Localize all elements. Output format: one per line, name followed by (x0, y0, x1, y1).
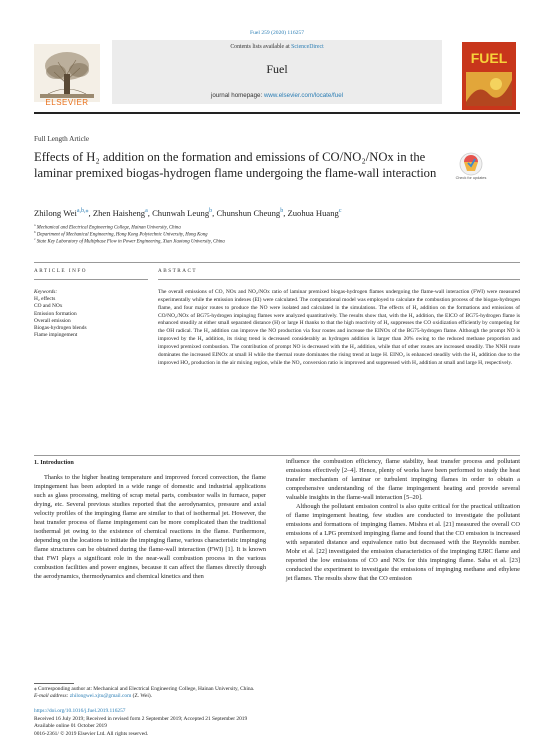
keyword: H₂ effects (34, 296, 56, 303)
author-list: Zhilong Wei$^{a,b,⁎}$, Zhen Haisheng$^a$, Chunwah Leung$^b$, Chunshun Cheung$^b$, Zuohua Huang$^c$ (34, 208, 342, 218)
footnote (34, 686, 434, 701)
email-line: E-mail address: zhilongwei.xjtu@gmail.com (Z. Wei). (34, 693, 153, 700)
keyword: Emission formation (34, 310, 77, 317)
keyword: Overall emission (34, 317, 71, 324)
affiliation: $^c$ State Key Laboratory of Multiphase Flow in Power Engineering, Xian Jiaotong University, China (34, 236, 225, 245)
journal-homepage (112, 92, 442, 99)
copyright: 0016-2361/ © 2019 Elsevier Ltd. All rights reserved. (34, 730, 149, 737)
journal-reference[interactable]: Fuel 259 (2020) 116257 (249, 30, 305, 36)
divider (34, 262, 520, 263)
homepage-link[interactable]: www.elsevier.com/locate/fuel (263, 92, 344, 99)
keywords-label: Keywords: (34, 289, 58, 295)
check-for-updates-label: Check for updates (455, 176, 487, 180)
divider (34, 279, 148, 280)
author[interactable]: Chunwah Leung$^b$ (152, 208, 213, 218)
keywords-block (34, 289, 148, 339)
elsevier-tree-logo (34, 44, 100, 102)
footnote-rule (34, 683, 74, 684)
author[interactable]: Zhen Haisheng$^a$ (92, 208, 148, 218)
cover-title: FUEL (470, 50, 508, 66)
affiliation: $^b$ Department of Mechanical Engineering, Hong Kong Polytechnic University, Hong Kong (34, 229, 208, 238)
contents-line (112, 44, 442, 50)
abstract-heading: ABSTRACT (158, 268, 198, 274)
paragraph: Thanks to the higher heating temperature and improved forced convection, the flame impingement has been adopted in a wide range of domestic and industrial applications such as glass processing, melting of scrap metal parts, combustor walls in furnace, paper drying, etc. Several previous studies reported that the aerodynamics, pressure and axial velocity profiles of the impinging flame are similar to that of isothermal jet. However, the heat transfer process of flame impingement can be more complicated than the traditional isothermal jet owing to the existence of chemical reactions in the flame. Furthermore, depending on the locations to initiate the impinging flame, various characteristic impinging flame structures can be obtained during the flame-wall interaction (FWI) [1]. It is known that FWI plays a significant role in the near-wall combustion process in the various combustion facilities and power engines, because it can affect the flames directly through the aerodynamics, thermodynamics and chemical kinetics and then (34, 474, 266, 580)
author[interactable]: Chunshun Cheung$^b$ (216, 208, 284, 218)
corresponding-author-note: ⁎ Corresponding author at: Mechanical and Electrical Engineering College, Hainan University, China. (34, 686, 255, 692)
journal-cover-image (462, 42, 516, 110)
publication-info (34, 708, 434, 738)
paragraph: Although the pollutant emission control is also quite critical for the practical utilization of flame impingement heating, few studies are conducted to investigate the pollutant emissions and formations of impinging flames. Mishra et al. [21] measured the overall CO emissions of a LPG premixed impinging flame and found that the CO emission is increased with separated distance and equivalence ratio but decreased with the Reynolds number. Mohr et al. [22] investigated the emission characteristics of the impinging EJRC flame and reported the low emissions of CO and NOx for this impinging flame. Saha et al. [23] conducted the experiment to investigate the emissions of impinging methane and ethylene jet flames. The results show that the CO emission (286, 503, 520, 582)
contents-prefix: Contents lists available at (230, 44, 292, 50)
available-online: Available online 01 October 2019 (34, 723, 107, 730)
doi-link[interactable]: https://doi.org/10.1016/j.fuel.2019.116257 (34, 708, 126, 714)
header-rule (34, 112, 520, 114)
check-for-updates-icon[interactable] (459, 152, 483, 176)
journal-header (112, 40, 442, 104)
divider (158, 279, 520, 280)
email-link[interactable]: zhilongwei.xjtu@gmail.com (69, 693, 132, 700)
keyword: CO and NOx (34, 303, 63, 310)
sciencedirect-link[interactable]: ScienceDirect (291, 44, 324, 50)
homepage-prefix: journal homepage: (210, 92, 264, 99)
article-info-heading: ARTICLE INFO (34, 268, 87, 274)
section-heading: 1. Introduction (34, 459, 74, 466)
keyword: Biogas-hydrogen blends (34, 325, 87, 332)
paragraph: influence the combustion efficiency, flame stability, heat transfer process and pollutant emissions effectively [2–4]. Hence, plenty of works have been performed to study the heat transfer mechanism of laminar or turbulent impinging flames in order to obtain a comprehensive understanding of the flame impingement heating and provide several valuable insights in the flame-wall interaction [5–20]. (286, 458, 520, 501)
keyword: Flame impingement (34, 332, 78, 339)
elsevier-wordmark: ELSEVIER (45, 98, 89, 107)
body-column-right (286, 457, 520, 583)
affiliations (34, 225, 225, 245)
body-column-left (34, 455, 266, 581)
received-dates: Received 16 July 2019; Received in revised form 2 September 2019; Accepted 21 September 2019 (34, 715, 248, 722)
abstract-text: The overall emissions of CO, NOx and NO₂/NOx ratio of laminar premixed biogas-hydrogen flames undergoing the flame-wall interaction (FWI) were measured experimentally while the emission indexes (EI) were calculated. The computational model was employed to calculate the combustion process of the biogas-hydrogen flame, and four major routes to produce the NO were isolated and calculated in the simulations. The effects of H₂ addition on the formations and emissions of CO/NO₂/NOx of BG75-hydrogen impinging flames were analyzed quantitatively. The results show that, with the H₂ addition, the EICO of BG75-hydrogen flame is enhanced steadily at either small separated distance (H) or large H thanks to that the high reactivity of H₂ suppresses the CO oxidization efficiently by competing for the OH radical. The H₂ addition can improve the NO production via four routes and increase the EINOx of the BG75-hydrogen flame. Although the prompt NO is improved by the H₂ addition, its rising trend is decreased considerably as hydrogen addition is larger than 20% owing to the reduced methane proportion and improved premixed combustion. The contribution of prompt NO is decreased with the H₂ addition, while that of other routes are increased steadily. The NNH route dominates the increased EINOx at small H while the thermal route dominates the rising trend at large H. EINO₂ is enhanced steadily with the H₂ addition due to the improved HO₂ production in the air mixing region, while the NO₂ conversion ratio is improved and suppressed with H₂ addition at small and large H, respectively. (158, 289, 520, 366)
journal-title: Fuel (266, 62, 288, 76)
article-type: Full Length Article (34, 135, 90, 143)
article-title: Effects of H₂ addition on the formation and emissions of CO/NO₂/NOx in the laminar premixed biogas-hydrogen flame undergoing the flame-wall interaction (34, 150, 437, 180)
author[interactable]: Zhilong Wei$^{a,b,⁎}$ (34, 208, 89, 218)
author[interactable]: Zuohua Huang$^c$ (287, 208, 342, 218)
affiliation: $^a$ Mechanical and Electrical Engineering College, Hainan University, China (34, 223, 181, 231)
